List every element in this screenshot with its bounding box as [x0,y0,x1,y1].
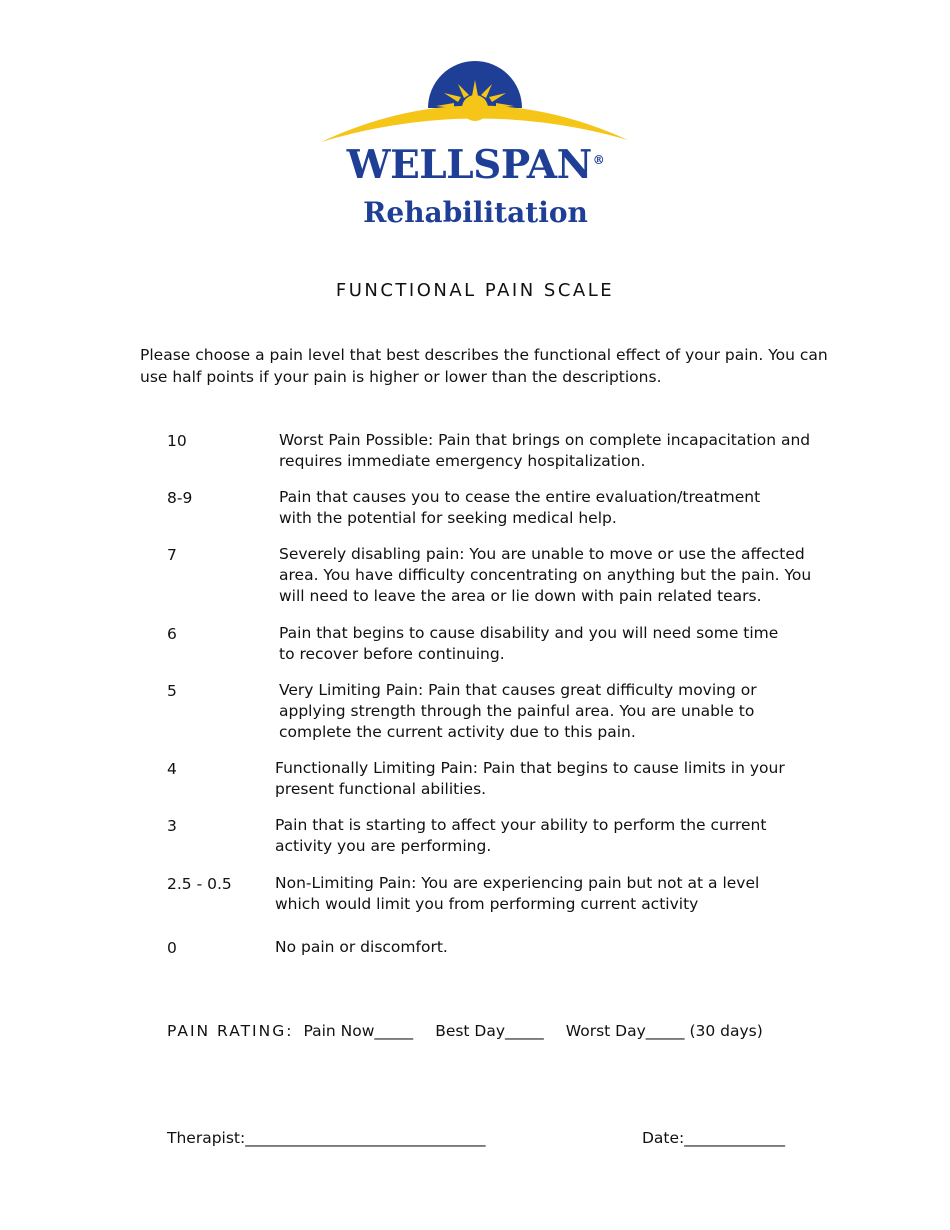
sun-arc [321,105,628,142]
sun-icon [318,58,633,148]
rating-period: (30 days) [689,1022,763,1040]
therapist-field[interactable]: Therapist:_______________________________ [167,1129,486,1147]
worst-day-field[interactable]: Worst Day_____ [565,1022,685,1040]
level-number: 3 [167,817,177,835]
level-number: 4 [167,760,177,778]
level-number: 2.5 - 0.5 [167,875,232,893]
logo-subtitle: Rehabilitation [363,196,588,229]
pain-rating-label: PAIN RATING: [167,1022,294,1040]
level-number: 5 [167,682,177,700]
logo-wordmark [318,142,633,188]
pain-rating-row [167,1022,763,1040]
level-number: 6 [167,625,177,643]
registered-mark: ® [592,153,605,167]
level-description: Pain that is starting to affect your ability to perform the current activity you are performing. [275,816,767,855]
wellspan-logo [318,58,633,233]
logo-name: WELLSPAN [346,142,592,188]
date-field[interactable]: Date:_____________ [642,1129,786,1147]
level-description: Functionally Limiting Pain: Pain that begins to cause limits in your present functional abilities. [275,759,785,798]
level-description: Pain that causes you to cease the entire evaluation/treatment with the potential for seeking medical help. [279,488,761,527]
level-description: Severely disabling pain: You are unable to move or use the affected area. You have difficulty concentrating on anything but the pain. You will need to leave the area or lie down with pain related tears. [279,545,812,605]
level-description: Worst Pain Possible: Pain that brings on complete incapacitation and requires immediate emergency hospitalization. [279,431,811,470]
page-title: FUNCTIONAL PAIN SCALE [335,280,615,301]
level-number: 7 [167,546,177,564]
level-description: Pain that begins to cause disability and you will need some time to recover before continuing. [279,624,779,663]
level-description: Non-Limiting Pain: You are experiencing pain but not at a level which would limit you from performing current activity [275,874,760,913]
level-description: No pain or discomfort. [275,938,448,956]
level-number: 8-9 [167,489,193,507]
level-number: 0 [167,939,177,957]
level-number: 10 [167,432,187,450]
level-description: Very Limiting Pain: Pain that causes great difficulty moving or applying strength through the painful area. You are unable to complete the current activity due to this pain. [279,681,757,741]
best-day-field[interactable]: Best Day_____ [435,1022,544,1040]
intro-text: Please choose a pain level that best describes the functional effect of your pain. You can use half points if your pain is higher or lower than the descriptions. [140,346,828,386]
pain-now-field[interactable]: Pain Now_____ [303,1022,414,1040]
